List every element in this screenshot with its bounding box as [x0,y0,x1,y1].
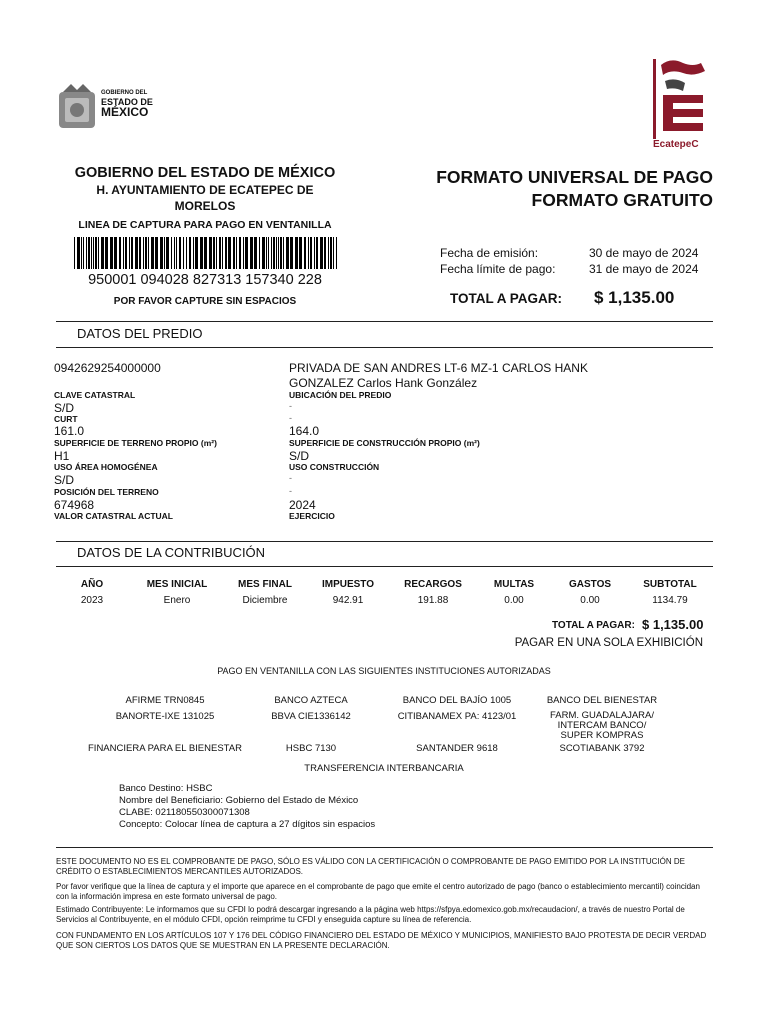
fecha-limite-label: Fecha límite de pago: [440,262,556,276]
contribucion-total-value: $ 1,135.00 [642,617,704,632]
ejercicio-label: EJERCICIO [289,511,335,521]
divider [56,347,713,348]
legal-paragraph-2: Por favor verifique que la línea de captura y el importe que aparece en el comprobante de pago que emite el centro autorizado de pago (banco o establecimiento mercantil) coincidan con la información impresa en este formato universal de pago. [56,882,700,901]
dash-value: - [289,486,292,496]
barcode-bar [259,237,260,269]
barcode-bar [254,237,257,269]
bank-item: FARM. GUADALAJARA/ INTERCAM BANCO/ SUPER KOMPRAS [550,710,654,741]
barcode-bar [316,237,318,269]
barcode-bar [193,237,194,269]
barcode-bar [183,237,184,269]
barcode-bar [139,237,141,269]
clave-catastral-value: 0942629254000000 [54,361,161,375]
legal-paragraph-1: ESTE DOCUMENTO NO ES EL COMPROBANTE DE PAGO, SÓLO ES VÁLIDO CON LA CERTIFICACIÓN O COMPROBANTE DE PAGO EMITIDO POR LA INSTITUCIÓN DE CRÉDITO O ESTABLECIMIENTOS MERCANTILES AUTORIZADOS. [56,857,685,876]
format-subtitle: FORMATO GRATUITO [531,190,713,210]
posicion-right-value: - [289,473,292,483]
barcode-bar [324,237,326,269]
barcode-bar [336,237,337,269]
ejercicio-value: 2024 [289,498,316,512]
format-title: FORMATO UNIVERSAL DE PAGO [436,167,713,187]
barcode-bar [129,237,130,269]
cell-impuesto: 942.91 [332,595,364,606]
col-header-anio: AÑO [80,579,104,590]
barcode-bar [195,237,198,269]
concepto: Concepto: Colocar línea de captura a 27 dígitos sin espacios [119,819,376,830]
barcode-bar [95,237,97,269]
col-header-mes-inicial: MES INICIAL [146,579,208,590]
barcode-bar [171,237,172,269]
valor-catastral-label: VALOR CATASTRAL ACTUAL [54,511,173,521]
barcode-bar [125,237,127,269]
barcode-bar [243,237,244,269]
barcode-bar [91,237,92,269]
exhibicion-note: PAGAR EN UNA SOLA EXHIBICIÓN [514,637,703,649]
terreno-value: 161.0 [54,424,85,438]
barcode-bar [160,237,163,269]
logo-text-3: MÉXICO [101,105,149,119]
bank-item: BBVA CIE1336142 [271,711,351,722]
terreno-label: SUPERFICIE DE TERRENO PROPIO (m²) [54,438,217,448]
fecha-limite: 31 de mayo de 2024 [589,262,699,276]
posicion-label: POSICIÓN DEL TERRENO [54,487,159,497]
divider [56,847,713,848]
barcode-bar [295,237,298,269]
barcode-bar [273,237,275,269]
barcode-bar [219,237,221,269]
barcode-bar [304,237,306,269]
ecatepec-logo [649,57,713,157]
fecha-emision: 30 de mayo de 2024 [589,246,699,260]
total-label: TOTAL A PAGAR: [450,291,562,306]
bank-item: BANCO DEL BIENESTAR [546,695,658,706]
curt-label: CURT [54,414,78,424]
construccion-value: 164.0 [289,424,320,438]
barcode-bar [74,237,75,269]
barcode-bar [250,237,253,269]
ubicacion-label: UBICACIÓN DEL PREDIO [289,390,392,400]
barcode [74,237,337,269]
barcode-bar [216,237,217,269]
barcode-bar [143,237,144,269]
coat-of-arms-icon [57,82,97,130]
barcode-bar [333,237,334,269]
barcode-bar [93,237,94,269]
bank-item: BANCO DEL BAJÍO 1005 [402,695,512,706]
bank-item: SCOTIABANK 3792 [559,743,645,754]
barcode-bar [213,237,215,269]
barcode-bar [110,237,113,269]
construccion-label: SUPERFICIE DE CONSTRUCCIÓN PROPIO (m²) [289,438,480,448]
barcode-bar [145,237,147,269]
barcode-bar [119,237,121,269]
uso-homogenea-value: H1 [54,449,70,463]
linea-captura-number: 950001 094028 827313 157340 228 [88,272,322,288]
barcode-bar [98,237,99,269]
barcode-bar [189,237,191,269]
uso-homogenea-label: USO ÁREA HOMOGÉNEA [54,462,158,472]
contribucion-total-label: TOTAL A PAGAR: [552,620,635,631]
col-header-recargos: RECARGOS [404,579,462,590]
curt-right-value: - [289,401,292,411]
barcode-bar [330,237,332,269]
clabe: CLABE: 021180550300071308 [119,807,250,818]
barcode-bar [131,237,133,269]
col-header-multas: MULTAS [493,579,535,590]
bank-item: AFIRME TRN0845 [125,695,205,706]
barcode-bar [233,237,235,269]
barcode-bar [308,237,309,269]
estado-mexico-logo [57,82,157,130]
barcode-bar [123,237,124,269]
barcode-bar [225,237,227,269]
cell-gastos: 0.00 [580,595,600,606]
barcode-bar [174,237,175,269]
linea-captura-label: LINEA DE CAPTURA PARA PAGO EN VENTANILLA [78,219,332,231]
barcode-bar [262,237,265,269]
barcode-bar [86,237,87,269]
barcode-bar [204,237,207,269]
barcode-bar [164,237,165,269]
barcode-bar [151,237,154,269]
legal-paragraph-3: Estimado Contribuyente: Le informamos que su CFDI lo podrá descargar ingresando a la página web https://sfpya.edomexico.gob.mx/recaudacion/, a través de nuestro Portal de Servicios al Contribuyente, en el módulo CFDI, opción reimprime tu CFDI y enseguida capture su línea de referencia. [56,905,685,924]
barcode-bar [209,237,212,269]
barcode-bar [176,237,177,269]
divider [56,566,713,567]
bancos-title: PAGO EN VENTANILLA CON LAS SIGUIENTES INSTITUCIONES AUTORIZADAS [217,666,551,676]
cell-recargos: 191.88 [417,595,449,606]
barcode-bar [280,237,282,269]
barcode-bar [236,237,237,269]
dash-value: - [289,413,292,423]
logo-text-1: GOBIERNO DEL [101,90,148,96]
barcode-bar [155,237,158,269]
banco-destino: Banco Destino: HSBC [119,783,213,794]
bank-item: SANTANDER 9618 [416,743,498,754]
bank-item: HSBC 7130 [285,743,337,754]
bank-item: CITIBANAMEX PA: 4123/01 [397,711,517,722]
ecatepec-logo-text: EcatepeC [653,139,699,150]
barcode-bar [310,237,312,269]
uso-construccion-label: USO CONSTRUCCIÓN [289,462,380,472]
col-header-mes-final: MES FINAL [238,579,292,590]
barcode-bar [101,237,104,269]
cell-anio: 2023 [80,595,104,606]
barcode-bar [135,237,138,269]
barcode-bar [286,237,289,269]
valor-catastral-value: 674968 [54,498,95,512]
barcode-bar [239,237,241,269]
legal-paragraph-4: CON FUNDAMENTO EN LOS ARTÍCULOS 107 Y 176 DEL CÓDIGO FINANCIERO DEL ESTADO DE MÉXICO Y MUNICIPIOS, MANIFIESTO BAJO PROTESTA DE DECIR VERDAD QUE SON CIERTOS LOS DATOS QUE SE MUESTRAN EN LA PRESENTE DECLARACIÓN. [56,931,707,950]
barcode-bar [328,237,329,269]
barcode-bar [320,237,323,269]
ayuntamiento-title: H. AYUNTAMIENTO DE ECATEPEC DE MORELOS [96,183,314,213]
barcode-bar [77,237,80,269]
beneficiario: Nombre del Beneficiario: Gobierno del Estado de México [119,795,359,806]
capture-note: POR FAVOR CAPTURE SIN ESPACIOS [113,296,297,307]
gov-title: GOBIERNO DEL ESTADO DE MÉXICO [74,165,336,181]
bank-item: BANCO AZTECA [274,695,348,706]
barcode-bar [228,237,231,269]
barcode-bar [200,237,203,269]
predio-section-title: DATOS DEL PREDIO [77,326,203,341]
col-header-impuesto: IMPUESTO [321,579,375,590]
barcode-bar [148,237,149,269]
barcode-bar [290,237,293,269]
barcode-bar [88,237,90,269]
barcode-bar [114,237,117,269]
barcode-bar [283,237,284,269]
cell-mes-inicial: Enero [163,595,191,606]
barcode-bar [276,237,277,269]
barcode-bar [278,237,279,269]
clave-catastral-label: CLAVE CATASTRAL [54,390,136,400]
barcode-bar [299,237,302,269]
barcode-bar [186,237,187,269]
barcode-bar [268,237,269,269]
contribucion-section-title: DATOS DE LA CONTRIBUCIÓN [77,545,266,560]
curt-value: S/D [54,401,75,415]
divider [56,321,713,322]
col-header-subtotal: SUBTOTAL [643,579,697,590]
barcode-bar [166,237,169,269]
logo-text-2: ESTADO DE [101,97,153,107]
posicion-value: S/D [54,473,75,487]
cell-mes-final: Diciembre [242,595,288,606]
barcode-bar [179,237,181,269]
ubicacion-value: PRIVADA DE SAN ANDRES LT-6 MZ-1 CARLOS HANK GONZALEZ Carlos Hank González [289,361,588,390]
barcode-bar [222,237,223,269]
cell-subtotal: 1134.79 [652,595,688,606]
uso-construccion-value: S/D [289,449,310,463]
col-header-gastos: GASTOS [568,579,612,590]
barcode-bar [314,237,315,269]
total-value: $ 1,135.00 [594,288,675,307]
ecatepec-glyph-icon [649,57,713,143]
transferencia-details [119,783,375,831]
fecha-emision-label: Fecha de emisión: [440,246,539,260]
barcode-bar [266,237,267,269]
divider [56,541,713,542]
transferencia-title: TRANSFERENCIA INTERBANCARIA [304,763,464,774]
bank-item: FINANCIERA PARA EL BIENESTAR [88,743,242,754]
bank-item: BANORTE-IXE 131025 [115,711,215,722]
cell-multas: 0.00 [504,595,524,606]
barcode-bar [271,237,272,269]
barcode-bar [245,237,248,269]
barcode-bar [105,237,108,269]
barcode-bar [81,237,82,269]
barcode-bar [83,237,84,269]
